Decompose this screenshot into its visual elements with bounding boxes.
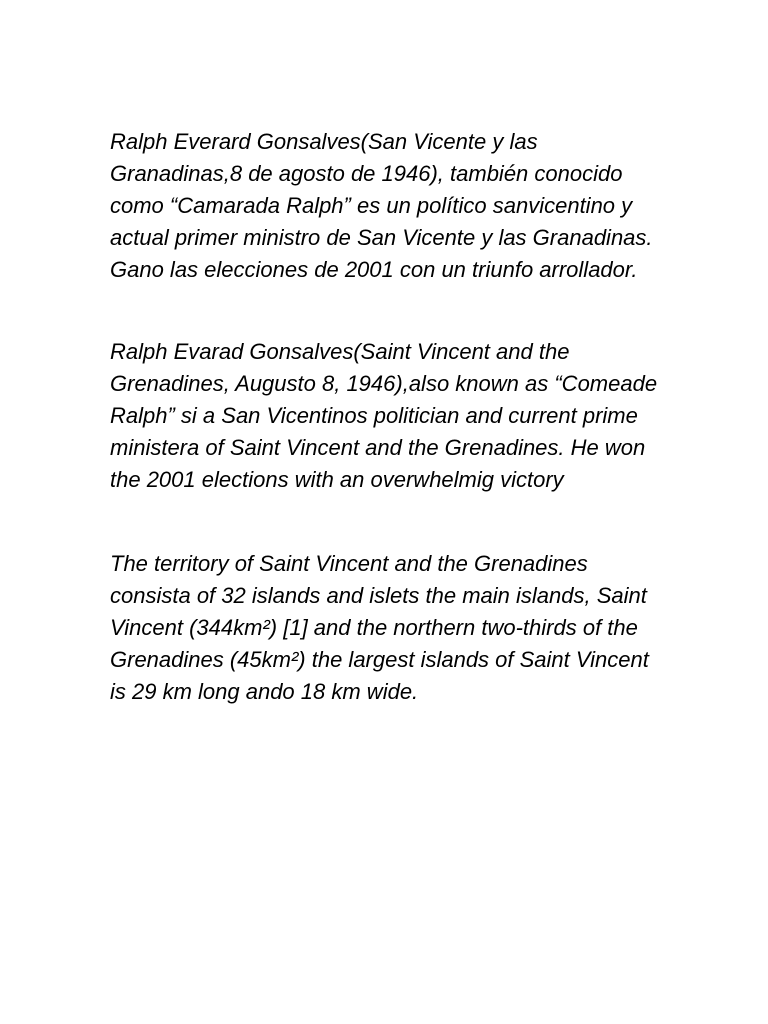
paragraph-spanish-biography: Ralph Everard Gonsalves(San Vicente y las Granadinas,8 de agosto de 1946), también conocido como “Camarada Ralph” es un político sanvicentino y actual primer ministro de San Vicente y las Granadinas. Gano las elecciones de 2001 con un triunfo arrollador. [110, 129, 653, 282]
paragraph-english-biography: Ralph Evarad Gonsalves(Saint Vincent and the Grenadines, Augusto 8, 1946),also known as “Comeade Ralph” si a San Vicentinos politician and current prime ministera of Saint Vincent and the Grenadines. He won the 2001 elections with an overwhelmig victory [110, 339, 658, 492]
document-body [110, 126, 658, 708]
paragraph-territory: The territory of Saint Vincent and the Grenadines consista of 32 islands and islets the main islands, Saint Vincent (344km²) [1] and the northern two-thirds of the Grenadines (45km²) the largest islands of Saint Vincent is 29 km long ando 18 km wide. [110, 551, 649, 704]
